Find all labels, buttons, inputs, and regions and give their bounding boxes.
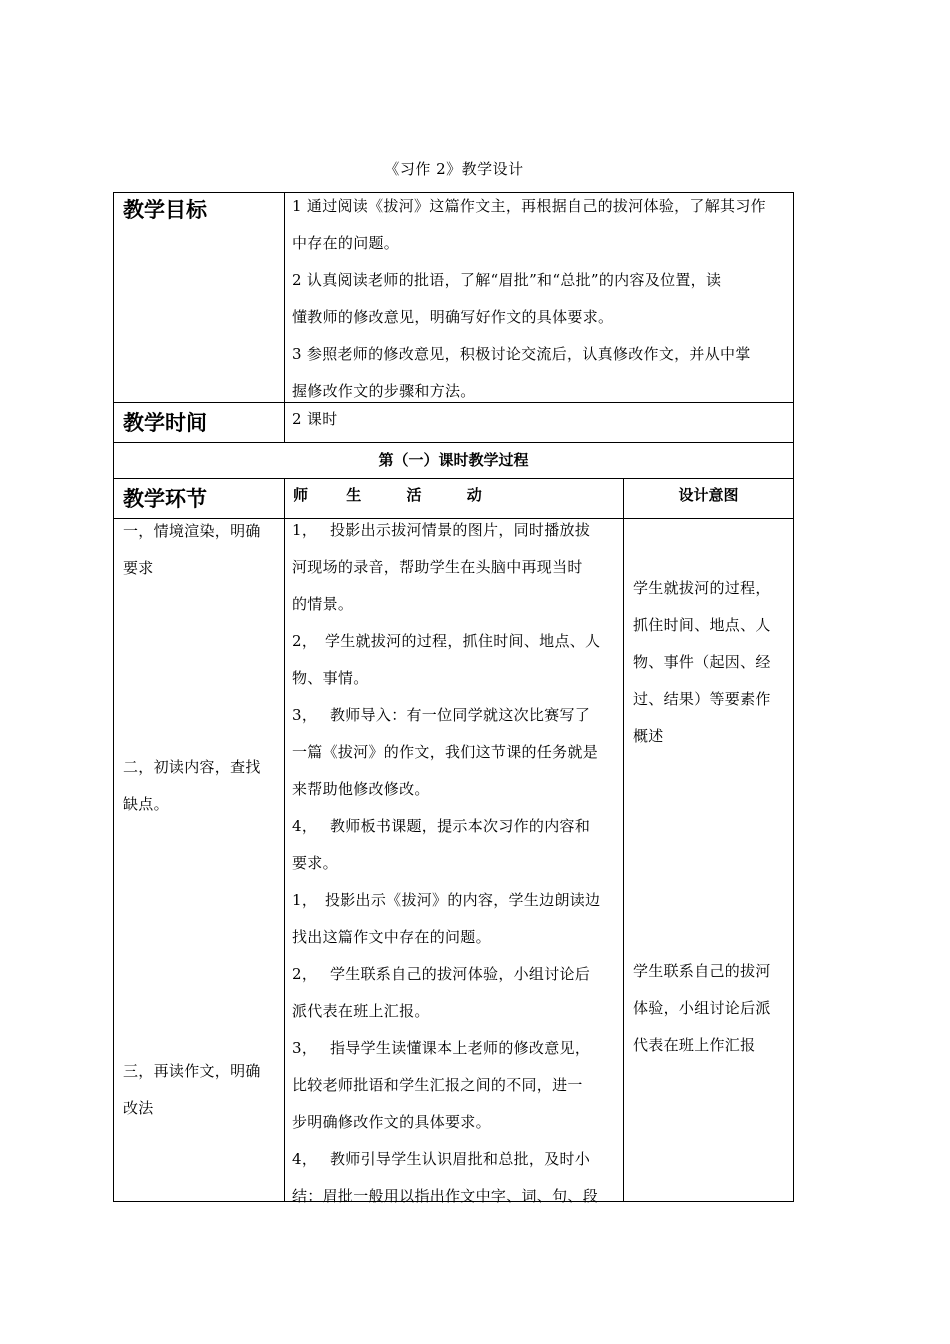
stage-line: 缺点。	[123, 795, 169, 813]
activity-line: 一篇《拔河》的作文，我们这节课的任务就是	[292, 743, 599, 761]
goals-line: 中存在的问题。	[292, 234, 400, 252]
activity-char: 动	[466, 486, 482, 504]
activity-char: 活	[406, 486, 422, 504]
stage-line: 三，再读作文，明确	[123, 1062, 261, 1080]
activity-line: 步明确修改作文的具体要求。	[292, 1113, 491, 1131]
activity-line: 2， 学生就拔河的过程，抓住时间、地点、人	[292, 632, 601, 650]
intent-line: 体验，小组讨论后派	[633, 999, 771, 1017]
activity-line: 河现场的录音，帮助学生在头脑中再现当时	[292, 558, 583, 576]
stage-line: 要求	[123, 559, 154, 577]
goals-line: 2 认真阅读老师的批语，了解“眉批”和“总批”的内容及位置，读	[292, 271, 722, 289]
activity-line: 4， 教师引导学生认识眉批和总批，及时小	[292, 1150, 591, 1168]
stage-2	[123, 749, 278, 823]
goals-line: 3 参照老师的修改意见，积极讨论交流后，认真修改作文，并从中掌	[292, 345, 751, 363]
column-header-stage: 教学环节	[123, 487, 207, 511]
activity-line: 1， 投影出示拔河情景的图片，同时播放拔	[292, 521, 591, 539]
stage-3	[123, 1053, 278, 1127]
column-divider	[284, 478, 285, 1202]
activity-line: 比较老师批语和学生汇报之间的不同，进一	[292, 1076, 583, 1094]
stage-1	[123, 513, 278, 587]
activity-line: 4， 教师板书课题，提示本次习作的内容和	[292, 817, 591, 835]
stage-line: 二，初读内容，查找	[123, 758, 261, 776]
activity-line: 结：眉批一般用以指出作文中字、词、句、段	[292, 1187, 599, 1205]
goals-label: 教学目标	[123, 198, 207, 222]
intent-line: 概述	[633, 727, 664, 745]
activity-line: 3， 指导学生读懂课本上老师的修改意见，	[292, 1039, 591, 1057]
activity-line: 1， 投影出示《拔河》的内容，学生边朗读边	[292, 891, 601, 909]
intent-1	[633, 570, 788, 755]
column-header-activity	[293, 484, 493, 505]
activity-char: 师	[293, 486, 309, 504]
intent-line: 抓住时间、地点、人	[633, 616, 771, 634]
intent-line: 代表在班上作汇报	[633, 1036, 756, 1054]
intent-line: 过、结果）等要素作	[633, 690, 771, 708]
activity-line: 2， 学生联系自己的拔河体验，小组讨论后	[292, 965, 591, 983]
time-label: 教学时间	[123, 411, 207, 435]
goals-line: 握修改作文的步骤和方法。	[292, 382, 476, 400]
process-title: 第（一）课时教学过程	[378, 451, 529, 469]
goals-line: 懂教师的修改意见，明确写好作文的具体要求。	[292, 308, 614, 326]
column-divider	[284, 192, 285, 442]
activity-line: 要求。	[292, 854, 338, 872]
activity-line: 3， 教师导入：有一位同学就这次比赛写了	[292, 706, 591, 724]
intent-line: 物、事件（起因、经	[633, 653, 771, 671]
time-value: 2 课时	[292, 410, 338, 428]
activity-char: 生	[346, 486, 362, 504]
activity-line: 找出这篇作文中存在的问题。	[292, 928, 491, 946]
column-divider	[623, 478, 624, 1202]
intent-2	[633, 953, 788, 1064]
activity-line: 来帮助他修改修改。	[292, 780, 430, 798]
stage-line: 改法	[123, 1099, 154, 1117]
intent-line: 学生就拔河的过程，	[633, 579, 771, 597]
activity-line: 派代表在班上汇报。	[292, 1002, 430, 1020]
activity-line: 的情景。	[292, 595, 354, 613]
activity-line: 物、事情。	[292, 669, 369, 687]
row-divider	[113, 442, 794, 443]
intent-line: 学生联系自己的拔河	[633, 962, 771, 980]
row-divider	[113, 478, 794, 479]
goals-line: 1 通过阅读《拔河》这篇作文主，再根据自己的拔河体验，了解其习作	[292, 197, 766, 215]
column-header-intent: 设计意图	[678, 486, 739, 504]
activities-text	[292, 512, 618, 1215]
goals-text	[292, 188, 786, 410]
document-title: 《习作 2》教学设计	[384, 160, 524, 178]
stage-line: 一，情境渲染，明确	[123, 522, 261, 540]
